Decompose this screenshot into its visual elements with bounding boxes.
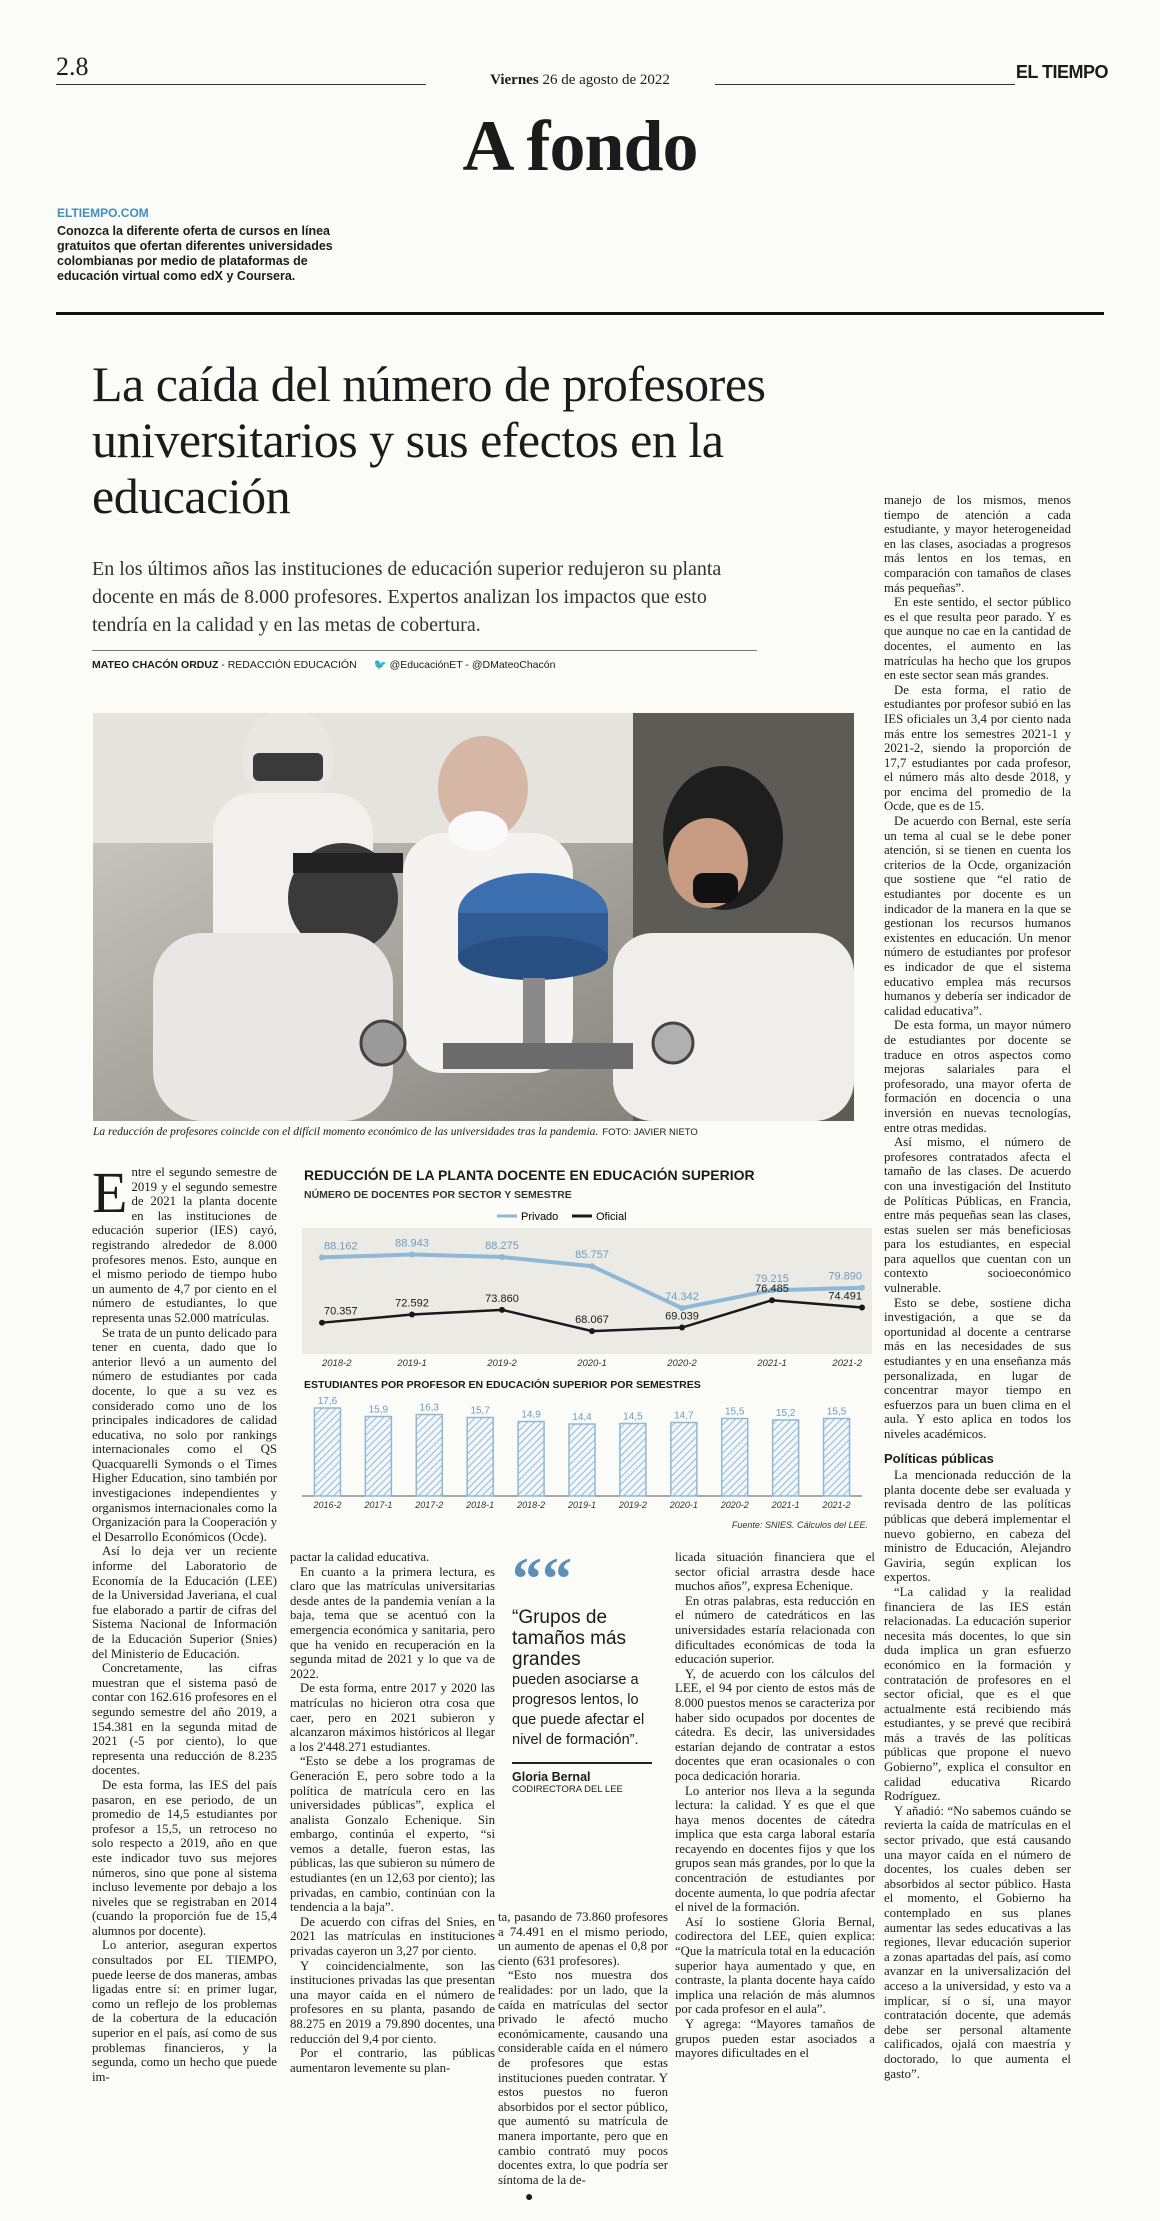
data-label-oficial: 72.592 [395, 1297, 429, 1310]
legend-label-privado: Privado [521, 1211, 559, 1223]
paragraph: En este sentido, el sector público es el que resulta peor parado. Y es que aunque no cae en la cantidad de docentes, el aumento en las matrículas ha hecho que los grupos en este sector sean más grandes. [884, 595, 1071, 683]
line-chart-plot [302, 1228, 872, 1369]
body-column-4 [675, 1550, 875, 2061]
bar-category-label: 2020-1 [669, 1500, 698, 1510]
byline-rule [92, 650, 757, 651]
bar-category-label: 2019-1 [567, 1500, 597, 1510]
paragraph: Concretamente, las cifras muestran que el sistema pasó de contar con 162.616 profesores en el segundo semestre del año 2019, a 154.381 en la segunda mitad de 2021 (-5 por ciento), lo que representa una reducción de 8.235 docentes. [92, 1661, 277, 1778]
quote-mark-icon: ““ [512, 1546, 572, 1612]
body-column-1 [92, 1160, 277, 2084]
issue-date [0, 72, 1160, 89]
headline: La caída del número de profesores universitarios y sus efectos en la educación [92, 356, 766, 524]
bar-value-label: 15,7 [470, 1405, 490, 1417]
paragraph: De esta forma, un mayor número de estudiantes por docente se traduce en otros aspectos como mejoras salariales para el profesorado, una mayor oferta de formación en docencia o una inversión en nuevas tecnologías, entre otras medidas. [884, 1018, 1071, 1135]
date-rest: 26 de agosto de 2022 [542, 72, 670, 88]
series-point-privado [499, 1254, 505, 1260]
paragraph: Y agrega: “Mayores tamaños de grupos pueden estar asociados a mayores dificultades en el [675, 2017, 875, 2061]
paragraph: licada situación financiera que el sector oficial arrastra desde hace muchos años”, expresa Echenique. [675, 1550, 875, 1594]
bar-value-label: 15,9 [368, 1404, 389, 1416]
line-chart-title: REDUCCIÓN DE LA PLANTA DOCENTE EN EDUCACIÓN SUPERIOR [304, 1167, 755, 1183]
paragraph: Y, de acuerdo con los cálculos del LEE, el 94 por ciento de estos más de 8.000 puestos menos se caracteriza por haber sido ocupados por docentes de cátedra. Es decir, las universidades estarían dejando de contratar a estos docentes que eran ocasionales o con poca dedicación horaria. [675, 1666, 875, 1783]
paragraph: Así mismo, el número de profesores contratados afecta el tamaño de las clases. De acuerdo con una investigación del Instituto de Políticas Públicas, en Francia, entre más pequeñas sean las clases, estas suelen ser más beneficiosas para los estudiantes, en especial para aquellos que cuentan con un contexto socioeconómico vulnerable. [884, 1135, 1071, 1296]
photo-credit: FOTO: JAVIER NIETO [602, 1127, 698, 1138]
paragraph: “Esto se debe a los programas de Generación E, pero sobre todo a la política de matrícula cero en las universidades públicas”, explica el analista Gonzalo Echenique. Sin embargo, continúa el experto, “si vemos a detalle, fueron estas, las públicas, las que subieron su número de estudiantes (en un 12,63 por ciento); las privadas, en cambio, continúan con la tendencia a la baja”. [290, 1754, 495, 1915]
bar-value-label: 15,5 [826, 1406, 847, 1418]
bar-category-label: 2018-2 [517, 1500, 546, 1510]
x-tick-label: 2021-1 [757, 1358, 787, 1369]
paragraph: Se trata de un punto delicado para tener en cuenta, dado que lo anterior llevó a un aumento del número de estudiantes por cada docente, lo que a su vez es considerado como uno de los principales indicadores de calidad educativa, no solo por rankings internacionales como el QS Quacquarelli Symonds o el Times Higher Education, sino también por investigaciones independientes y organismos internacionales como la Organización para la Cooperación y el Desarrollo Económicos (Ocde). [92, 1325, 277, 1544]
subhead: Políticas públicas [884, 1450, 994, 1466]
chart-source: Fuente: SNIES. Cálculos del LEE. [731, 1520, 868, 1530]
series-point-oficial [499, 1307, 505, 1313]
data-label-oficial: 73.860 [485, 1292, 519, 1305]
paragraph: Y coincidencialmente, son las instituciones privadas las que presentan una mayor caída en el número de profesores en su planta, pasando de 88.275 en 2019 a 79.890 docentes, una reducción del 9,4 por ciento. [290, 1958, 495, 2046]
quote-lead: “Grupos de tamaños más grandes [512, 1607, 627, 1670]
promo-box[interactable] [57, 206, 357, 284]
legend-label-oficial: Oficial [596, 1211, 627, 1223]
x-tick-label: 2020-2 [667, 1358, 697, 1369]
line-chart-legend [497, 1211, 627, 1223]
bar-chart-plot [302, 1396, 862, 1510]
data-label-oficial: 74.491 [828, 1290, 862, 1303]
promo-site[interactable]: ELTIEMPO.COM [57, 206, 149, 220]
data-label-oficial: 76.485 [755, 1283, 789, 1296]
header-rule-right [715, 84, 1015, 85]
line-chart-subtitle: NÚMERO DE DOCENTES POR SECTOR Y SEMESTRE [304, 1189, 572, 1201]
bar [416, 1415, 442, 1497]
data-label-oficial: 68.067 [575, 1314, 609, 1327]
pull-quote [512, 1546, 662, 1795]
bar-category-label: 2018-1 [466, 1500, 495, 1510]
byline-twitter[interactable]: @EducaciónET - @DMateoChacón [389, 659, 556, 671]
paragraph: Esto se debe, sostiene dicha investigación, a que se da oportunidad al docente a centrarse más en las necesidades de sus estudiantes y en una enseñanza más personalizada, en lugar de concentrar mayor tiempo en esfuerzos para un buen clima en el aula. Y esto aplica en todos los niveles académicos. [884, 1295, 1071, 1441]
bar [824, 1419, 850, 1497]
paragraph: ntre el segundo semestre de 2019 y el segundo semestre de 2021 la planta docente en las instituciones de educación superior (IES) cayó, registrando alrededor de 8.000 profesores menos. Esto, aunque en el mismo periodo de tiempo hubo un aumento de 4,7 por ciento en el número de estudiantes, lo que representa unas 52.000 matrículas. [92, 1165, 277, 1325]
bar-value-label: 15,5 [724, 1406, 745, 1418]
paragraph: “La calidad y la realidad financiera de las IES están relacionadas. La educación superior necesita más docentes, lo que sin duda implica un gran esfuerzo económico en la formación y contratación de profesores en el sector oficial, que es el que actualmente está recibiendo más estudiantes, y se prevé que recibirá más a través de las políticas públicas que propone el nuevo Gobierno”, explica el consultor en calidad educativa Ricardo Rodríguez. [884, 1584, 1071, 1804]
x-tick-label: 2021-2 [832, 1358, 862, 1369]
bar-chart-title: ESTUDIANTES POR PROFESOR EN EDUCACIÓN SUPERIOR POR SEMESTRES [304, 1379, 701, 1391]
quote-author: Gloria Bernal [512, 1770, 591, 1784]
paragraph: Por el contrario, las públicas aumentaron levemente su plan- [290, 2046, 495, 2075]
byline-desk: - REDACCIÓN EDUCACIÓN [218, 659, 357, 671]
lab-photo [93, 713, 854, 1121]
bar-category-label: 2017-2 [415, 1500, 444, 1510]
quote-rest: pueden asociarse a progresos lentos, lo que puede afectar el nivel de formación”. [512, 1672, 645, 1748]
paragraph: De acuerdo con cifras del Snies, en 2021 las matrículas en instituciones privadas cayeron un 3,27 por ciento. [290, 1914, 495, 1959]
paragraph: De esta forma, el ratio de estudiantes por profesor subió en las IES oficiales un 3,4 por ciento nada más entre los semestres 2021-1 y 2021-2, siendo la proporción de 17,7 estudiantes por cada profesor, el número más alto desde 2018, y por encima del promedio de la Ocde, que es de 15. [884, 682, 1071, 814]
series-point-privado [409, 1252, 415, 1258]
paragraph: Así lo sostiene Gloria Bernal, codirectora del LEE, quien explica: “Que la matrícula total en la educación superior haya aumentado y que, en contraste, la planta docente haya caído implica una relación de más alumnos por cada profesor en el aula”. [675, 1914, 875, 2017]
paragraph: En cuanto a la primera lectura, es claro que las matrículas universitarias desde antes de la pandemia venían a la baja, tema que se acentuó con la emergencia económica y sanitaria, pero que ha venido en recuperación en la segunda mitad de 2021 y lo que va de 2022. [290, 1564, 495, 1681]
dropcap: E [92, 1160, 128, 1225]
data-label-privado: 74.342 [665, 1291, 699, 1304]
twitter-icon: 🐦 [373, 659, 387, 671]
series-point-oficial [589, 1328, 595, 1334]
paragraph: De acuerdo con Bernal, este sería un tema al cual se le debe poner atención, si se tienen en cuenta los criterios de la Ocde, organización que sostiene que “el ratio de estudiantes por docente es un indicador de la manera en la que se gestionan los recursos humanos existentes en educación. Un menor número de estudiantes por profesor es indicador de que el sistema educativo emplea más recursos humanos y debería ser indicador de calidad educativa”. [884, 814, 1071, 1018]
bar [569, 1424, 595, 1496]
bar [773, 1420, 799, 1496]
bar-value-label: 14,7 [674, 1410, 694, 1422]
byline [92, 658, 555, 671]
data-label-privado: 79.890 [828, 1270, 862, 1283]
byline-author: MATEO CHACÓN ORDUZ [92, 659, 219, 671]
bar-value-label: 14,4 [572, 1412, 592, 1423]
date-day: Viernes [490, 72, 539, 88]
bar [467, 1418, 493, 1497]
bar-value-label: 17,6 [317, 1396, 338, 1407]
bar [722, 1419, 748, 1497]
page-footer-mark: ● [525, 2190, 534, 2205]
paragraph: La mencionada reducción de la planta docente debe ser evaluada y revisada dentro de las políticas públicas que deberá implementar el nuevo gobierno, en cabeza del ministro de Educación, Alejandro Gaviria, según explican los expertos. [884, 1468, 1071, 1585]
bar [671, 1423, 697, 1497]
series-point-oficial [409, 1311, 415, 1317]
paragraph: Lo anterior, aseguran expertos consultados por EL TIEMPO, puede leerse de dos maneras, ambas ligadas entre sí: en primer lugar, como un reflejo de los problemas de la cobertura de la educación superior en el país, así como de sus problemas financieros, y la segunda, como un hecho que puede im- [92, 1938, 277, 2084]
promo-text: Conozca la diferente oferta de cursos en línea gratuitos que ofertan diferentes universidades colombianas por medio de plataformas de educación virtual como edX y Coursera. [57, 224, 333, 283]
header-rule-left [56, 84, 426, 85]
data-label-privado: 88.275 [485, 1239, 519, 1252]
series-point-oficial [319, 1320, 325, 1326]
bar-category-label: 2019-2 [618, 1500, 647, 1510]
bar [365, 1417, 391, 1497]
charts-panel [302, 1166, 872, 1532]
data-label-privado: 88.162 [324, 1240, 358, 1253]
bar-category-label: 2016-2 [313, 1500, 342, 1510]
x-tick-label: 2019-1 [397, 1358, 427, 1369]
quote-rule [512, 1762, 652, 1764]
bar [314, 1408, 340, 1496]
bar-category-label: 2020-2 [720, 1500, 749, 1510]
paragraph: De esta forma, entre 2017 y 2020 las matrículas no hicieron otra cosa que caer, pero en 2021 subieron y alcanzaron máximos históricos al llegar a los 2'448.271 estudiantes. [290, 1681, 495, 1754]
paragraph: De esta forma, las IES del país pasaron, en ese periodo, de un promedio de 14,5 estudiantes por profesor a 15,5, un retroceso no solo respecto a 2019, año en que este indicador tuvo sus mejores números, sino que pone al sistema incluso levemente por debajo a los niveles que se registraban en 2014 (cuando la proporción fue de 15,4 alumnos por docente). [92, 1777, 277, 1938]
series-point-privado [319, 1254, 325, 1260]
paragraph: pactar la calidad educativa. [290, 1550, 430, 1564]
data-label-privado: 85.757 [575, 1249, 609, 1262]
section-title: A fondo [462, 106, 698, 186]
x-tick-label: 2020-1 [577, 1358, 607, 1369]
body-column-3 [498, 1910, 668, 2187]
x-tick-label: 2019-2 [487, 1358, 517, 1369]
bar-category-label: 2021-2 [822, 1500, 851, 1510]
paragraph: En otras palabras, esta reducción en el número de catedráticos en las universidades estaría relacionada con dificultades económicas de toda la educación superior. [675, 1593, 875, 1667]
bar-category-label: 2017-1 [364, 1500, 393, 1510]
paragraph: ta, pasando de 73.860 profesores a 74.491 en el mismo periodo, un aumento de apenas el 0,8 por ciento (631 profesores). [498, 1910, 668, 1968]
deck: En los últimos años las instituciones de educación superior redujeron su planta docente en más de 8.000 profesores. Expertos analizan los impactos que esto tendría en la calidad y en las metas de cobertura. [92, 558, 722, 636]
body-column-2 [290, 1550, 495, 2075]
caption-text: La reducción de profesores coincide con el difícil momento económico de las universidades tras la pandemia. [93, 1126, 599, 1138]
paragraph: manejo de los mismos, menos tiempo de atención a cada estudiante, y mayor heterogeneidad en las clases, asociadas a progresos más lentos en los temas, en comparación con tamaños de clases más pequeñas”. [884, 493, 1071, 595]
bar-value-label: 15,2 [775, 1408, 796, 1419]
paragraph: Lo anterior nos lleva a la segunda lectura: la calidad. Y es que el que haya menos docentes de cátedra implica que esta carga laboral estaría recayendo en docentes fijos y que los grupos sean más grandes, por lo que la concentración de estudiantes por docente aumenta, lo que podría afectar el nivel de la formación. [675, 1783, 875, 1915]
body-column-5 [884, 493, 1071, 2081]
lab-photo-drawing [93, 713, 854, 1121]
bar-value-label: 14,9 [521, 1409, 541, 1421]
data-label-oficial: 69.039 [665, 1310, 699, 1323]
charts-svg [302, 1166, 872, 1532]
data-label-oficial: 70.357 [324, 1305, 358, 1318]
data-label-privado: 79.215 [755, 1273, 789, 1286]
bar-category-label: 2021-1 [771, 1500, 800, 1510]
page-number: 2.8 [56, 52, 89, 81]
series-point-privado [589, 1263, 595, 1269]
bar-value-label: 14,5 [623, 1411, 643, 1423]
data-label-privado: 88.943 [395, 1237, 429, 1250]
series-point-oficial [679, 1325, 685, 1331]
quote-author-role: CODIRECTORA DEL LEE [512, 1784, 623, 1795]
paragraph: Y añadió: “No sabemos cuándo se revierta la caída de matrículas en el sector privado, que está causando una mayor caída en el número de docentes, los cuales deben ser absorbidos al sector público. Hasta el momento, el Gobierno ha contemplado en sus planes aumentar las sedes educativas a las regiones, llevar educación superior a zonas apartadas del país, así como avanzar en la universalización del acceso a la universidad, y esto va a implicar, sí o sí, una mayor contratación docente, que además debe ser personal altamente calificados, ojalá con maestría y doctorado, lo que aumenta el gasto”. [884, 1803, 1071, 2081]
bar [620, 1424, 646, 1497]
x-tick-label: 2018-2 [322, 1358, 352, 1369]
bar [518, 1422, 544, 1497]
series-point-oficial [859, 1305, 865, 1311]
bar-value-label: 16,3 [419, 1402, 440, 1414]
brand-logo: EL TIEMPO [1015, 62, 1108, 82]
paragraph: Así lo deja ver un reciente informe del Laboratorio de Economía de la Educación (LEE) de la Universidad Javeriana, el cual fue elaborado a partir de cifras del Sistema Nacional de Información de la Educación Superior (Snies) del Ministerio de Educación. [92, 1544, 277, 1661]
series-point-oficial [769, 1297, 775, 1303]
paragraph: “Esto nos muestra dos realidades: por un lado, que la caída en matrículas del sector privado le afectó mucho económicamente, causando una considerable caída en el número de profesores que estas instituciones pueden contratar. Y estos puestos no fueron absorbidos por el sector público, que aumentó su matrícula de manera importante, pero que en cambio contrató muy pocos docentes extra, lo que podría ser síntoma de la de- [498, 1968, 668, 2187]
quote-text [512, 1607, 662, 1750]
top-rule [56, 312, 1104, 315]
photo-caption [93, 1126, 873, 1138]
